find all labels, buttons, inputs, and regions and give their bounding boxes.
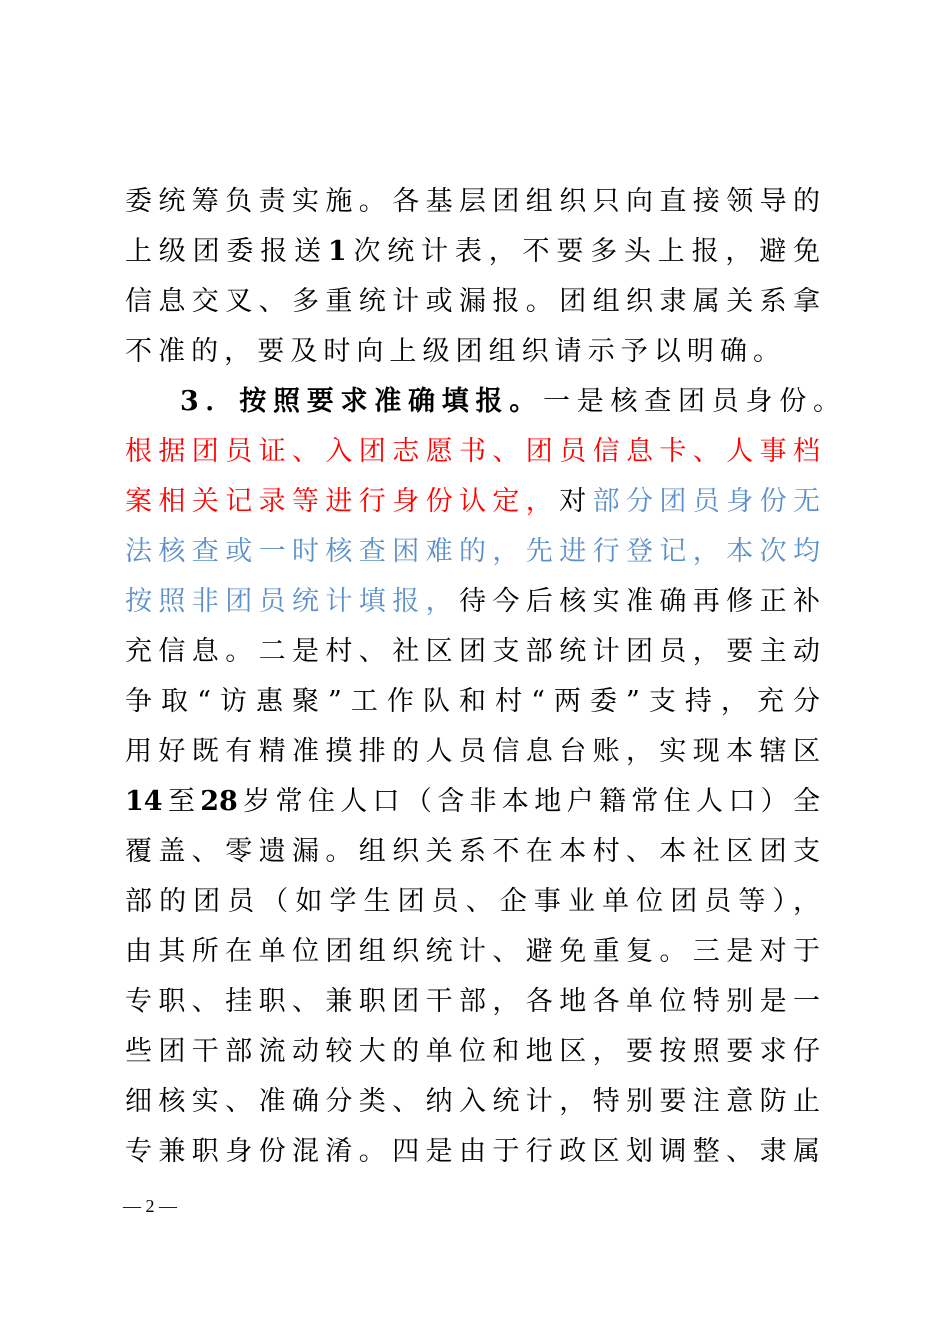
text-line — [125, 832, 820, 872]
text-line — [180, 382, 840, 422]
text-line — [125, 232, 820, 272]
text-segment: 些团干部流动较大的单位和地区，要按照要求仔 — [125, 1036, 820, 1067]
text-segment: 次统计表，不要多头上报，避免 — [346, 236, 821, 267]
text-line — [125, 182, 820, 222]
text-line — [125, 1032, 820, 1072]
text-line — [125, 532, 820, 572]
text-segment: 细核实、准确分类、纳入统计，特别要注意防止 — [125, 1086, 820, 1117]
text-line — [125, 332, 780, 372]
text-line — [125, 782, 820, 822]
text-segment: 覆盖、零遗漏。组织关系不在本村、本社区团支 — [125, 836, 820, 867]
text-segment: 争取“访惠聚”工作队和村“两委”支持，充分 — [125, 686, 820, 717]
text-segment: 根据团员证、入团志愿书、团员信息卡、人事档 — [125, 436, 820, 467]
text-line — [125, 632, 820, 672]
text-segment: 委统筹负责实施。各基层团组织只向直接领导的 — [125, 186, 820, 217]
text-segment: 信息交叉、多重统计或漏报。团组织隶属关系拿 — [125, 286, 820, 317]
page-number: — 2 — — [123, 1196, 177, 1216]
text-segment: 岁常住人口（含非本地户籍常住人口）全 — [237, 786, 821, 817]
text-segment: 部分团员身份无 — [592, 486, 821, 517]
text-segment: 用好既有精准摸排的人员信息台账，实现本辖区 — [125, 736, 820, 767]
text-segment: 法核查或一时核查困难的，先进行登记，本次均 — [125, 536, 820, 567]
text-segment: 由其所在单位团组织统计、避免重复。三是对于 — [125, 936, 820, 967]
text-segment: 不准的，要及时向上级团组织请示予以明确。 — [125, 336, 780, 367]
text-segment: 专职、挂职、兼职团干部，各地各单位特别是一 — [125, 986, 820, 1017]
text-segment: 14 — [125, 786, 163, 817]
text-line — [125, 682, 820, 722]
text-line — [125, 882, 820, 922]
text-segment: 3．按照要求准确填报。 — [180, 386, 544, 417]
text-segment: 28 — [200, 786, 238, 817]
text-segment: 按照非团员统计填报， — [125, 586, 459, 617]
text-segment: 待今后核实准确再修正补 — [459, 586, 820, 617]
text-segment: 至 — [162, 786, 201, 817]
text-line — [125, 982, 820, 1022]
text-segment: 充信息。二是村、社区团支部统计团员，要主动 — [125, 636, 820, 667]
text-line — [125, 582, 820, 622]
text-segment: 对 — [559, 486, 593, 517]
text-segment: 一是核查团员身份。 — [543, 386, 840, 417]
text-line — [125, 932, 820, 972]
text-line — [125, 282, 820, 322]
text-segment: 上级团委报送 — [125, 236, 328, 267]
text-line — [125, 482, 820, 522]
text-segment: 案相关记录等进行身份认定， — [125, 486, 560, 517]
text-line — [125, 1132, 820, 1172]
text-segment: 部的团员（如学生团员、企事业单位团员等）， — [125, 886, 820, 917]
text-segment: 专兼职身份混淆。四是由于行政区划调整、隶属 — [125, 1136, 820, 1167]
text-segment: 1 — [327, 236, 347, 267]
text-line — [125, 432, 820, 472]
text-line — [125, 1082, 820, 1122]
text-line — [125, 732, 820, 772]
